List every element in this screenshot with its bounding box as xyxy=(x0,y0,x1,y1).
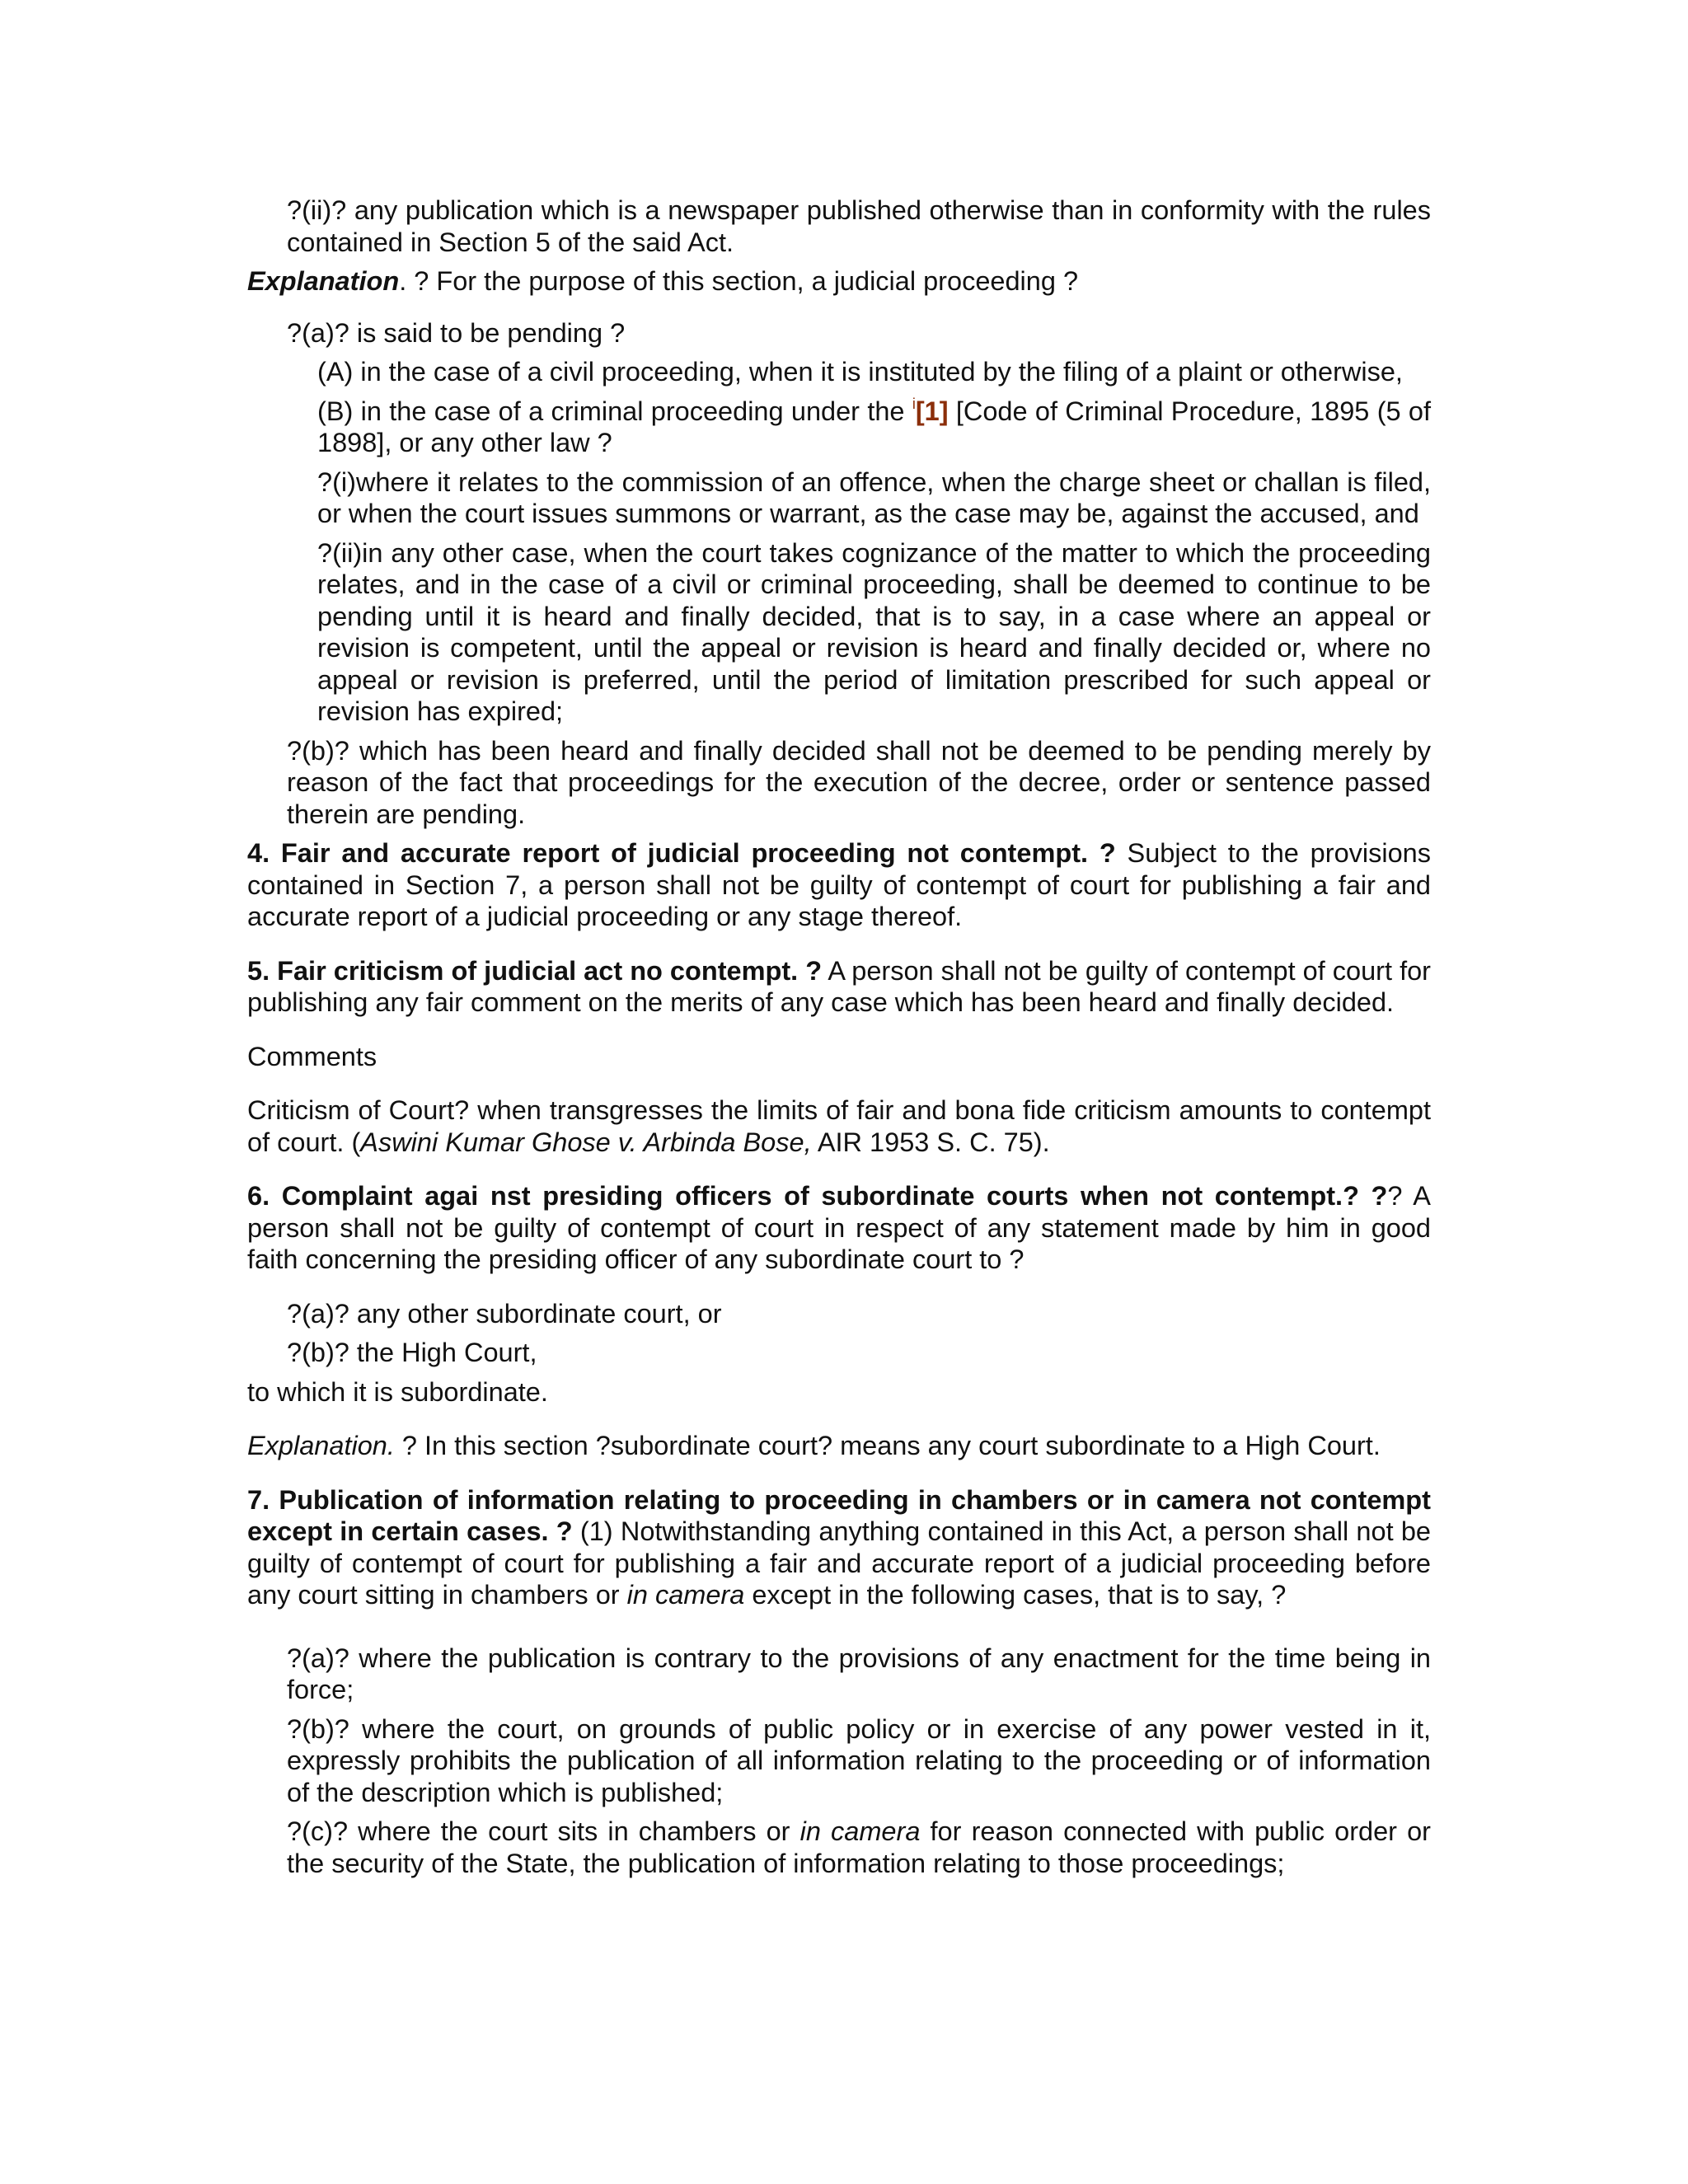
clause-ii-publication: ?(ii)? any publication which is a newspaper published otherwise than in conformity with the rules contained in Section 5 of the said Act. xyxy=(287,195,1431,257)
section-5-heading: 5. Fair criticism of judicial act no contempt. ? xyxy=(247,955,823,986)
section-6 xyxy=(247,1180,1431,1276)
explanation-pending xyxy=(247,265,1431,298)
clause-b-pending: ?(b)? which has been heard and finally decided shall not be deemed to be pending merely by reason of the fact that proceedings for the execution of the decree, order or sentence passed therein are pending. xyxy=(287,735,1431,829)
sec7-clause-c: ?(c)? where the court sits in chambers or in camera for reason connected with public order or the security of the State, the publication of information relating to those proceedings; xyxy=(287,1816,1432,1878)
section-5 xyxy=(247,955,1431,1019)
comment-paragraph: Criticism of Court? when transgresses the limits of fair and bona fide criticism amounts to contempt of court. (Aswini Kumar Ghose v. Arbinda Bose, AIR 1953 S. C. 75). xyxy=(247,1095,1431,1157)
footnote-mark: i xyxy=(912,395,916,412)
sub-clause-ii: ?(ii)in any other case, when the court takes cognizance of the matter to which the proceeding relates, and in the case of a civil or criminal proceeding, shall be deemed to continue to be pending until it is heard and finally decided, that is to say, in a case where an appeal or revision is competent, until the appeal or revision is heard and finally decided or, where no appeal or revision is preferred, until the period of limitation prescribed for such appeal or revision has expired; xyxy=(317,537,1431,726)
comments-label: Comments xyxy=(247,1041,377,1071)
footnote-ref: [1] xyxy=(915,396,949,426)
explanation-label-2: Explanation. xyxy=(247,1431,395,1460)
explanation-label: Explanation xyxy=(247,266,400,296)
sec6-tail: to which it is subordinate. xyxy=(247,1376,548,1407)
sec7-clause-b: ?(b)? where the court, on grounds of public policy or in exercise of any power vested in it, expressly prohibits the publication of all information relating to the proceeding or of information of the description which is published; xyxy=(287,1713,1431,1807)
sub-clause-i: ?(i)where it relates to the commission of an offence, when the charge sheet or challan is filed, or when the court issues summons or warrant, as the case may be, against the accused, and xyxy=(317,466,1431,528)
section-7-heading: 7. Publication of information relating to proceeding in chambers or in camera not contempt except in certain cases. ? xyxy=(247,1484,1431,1546)
section-6-heading: 6. Complaint agai nst presiding officers of subordinate courts when not contempt.? ? xyxy=(247,1181,1388,1211)
section-6-body: ? A person shall not be guilty of contempt of court in respect of any statement made by him in good faith concerning the presiding officer of any subordinate court to ? xyxy=(247,1181,1431,1274)
case-name: Aswini Kumar Ghose v. Arbinda Bose, xyxy=(360,1127,812,1157)
section-4-heading: 4. Fair and accurate report of judicial proceeding not contempt. ? xyxy=(247,838,1116,868)
explanation-subordinate: Explanation. ? In this section ?subordinate court? means any court subordinate to a High Court. xyxy=(247,1431,1381,1460)
clause-a-pending: ?(a)? is said to be pending ? xyxy=(287,317,626,348)
sub-clause-A: (A) in the case of a civil proceeding, when it is instituted by the filing of a plaint or otherwise, xyxy=(317,357,1403,387)
section-4-body: Subject to the provisions contained in Section 7, a person shall not be guilty of contempt of court for publishing a fair and accurate report of a judicial proceeding or any stage thereof. xyxy=(247,838,1431,931)
footnote-link[interactable] xyxy=(912,396,949,426)
sec7-clause-a: ?(a)? where the publication is contrary to the provisions of any enactment for the time being in force; xyxy=(287,1643,1431,1704)
document-page xyxy=(247,194,1431,1879)
section-7: 7. Publication of information relating to proceeding in chambers or in camera not contempt except in certain cases. ? (1) Notwithstanding anything contained in this Act, a person shall not be guilty of contempt of court for publishing a fair and accurate report of a judicial proceeding before any court sitting in chambers or in camera except in the following cases, that is to say, ? xyxy=(247,1484,1432,1610)
sec6-clause-a: ?(a)? any other subordinate court, or xyxy=(287,1298,722,1329)
section-4 xyxy=(247,837,1431,933)
sec6-clause-b: ?(b)? the High Court, xyxy=(287,1338,537,1367)
section-5-body: A person shall not be guilty of contempt of court for publishing any fair comment on the merits of any case which has been heard and finally decided. xyxy=(247,955,1431,1017)
explanation-text: . ? For the purpose of this section, a judicial proceeding ? xyxy=(399,266,1079,296)
sub-clause-B: (B) in the case of a criminal proceeding under the $^i$[1] [Code of Criminal Procedure, 1895 (5 of 1898], or any other law ? xyxy=(317,395,1432,457)
